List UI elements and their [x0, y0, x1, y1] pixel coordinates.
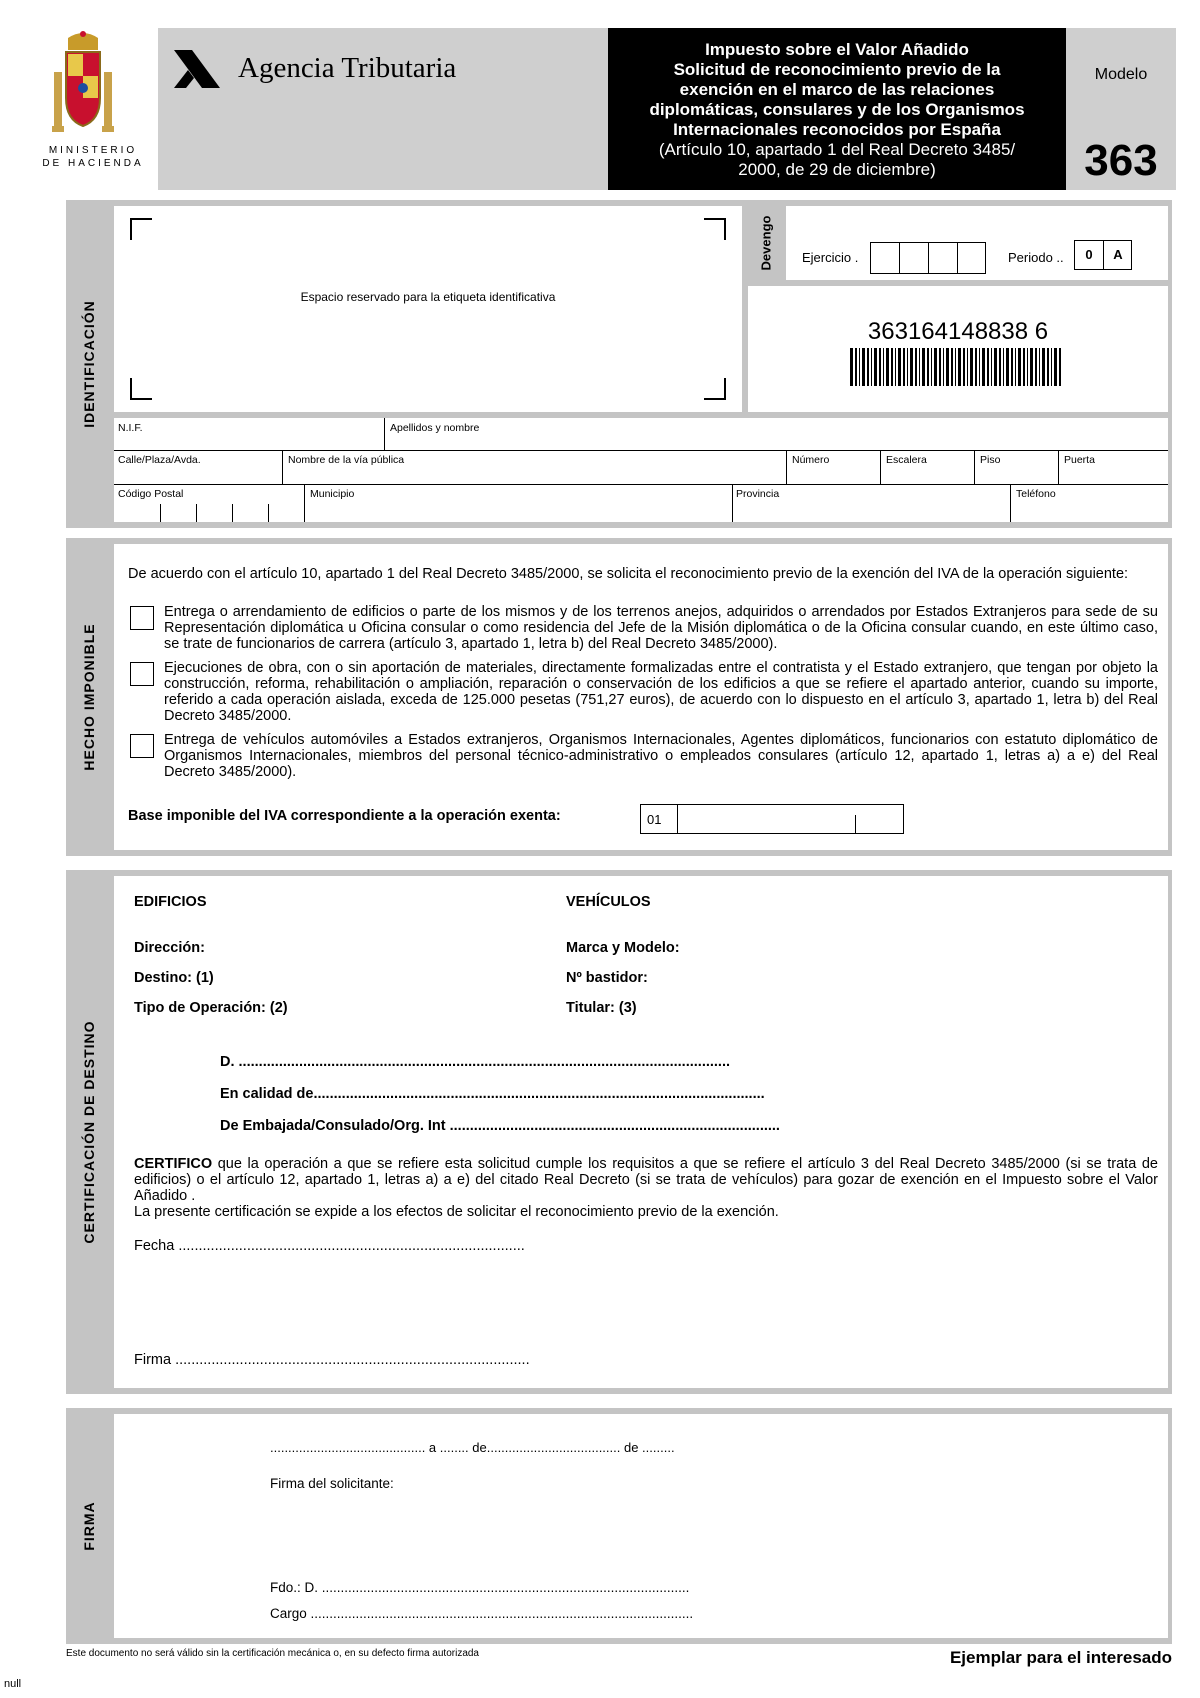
barcode-bar: [1051, 348, 1052, 386]
side-label-text: FIRMA: [81, 1501, 97, 1551]
copy-label: Ejemplar para el interesado: [949, 1648, 1172, 1667]
barcode-bar: [1027, 348, 1028, 386]
periodo-input[interactable]: [1074, 240, 1132, 270]
barcode-bar: [883, 348, 884, 386]
option-edificios-checkbox[interactable]: [130, 606, 154, 630]
barcode-panel: [748, 286, 1168, 412]
devengo-side: [748, 206, 784, 280]
puerta-field[interactable]: Puerta: [1064, 454, 1095, 466]
fecha-line[interactable]: Fecha ......................................................................................: [134, 1238, 525, 1254]
side-label-text: IDENTIFICACIÓN: [81, 300, 97, 428]
barcode-bar: [850, 348, 853, 386]
form-title-box: [608, 28, 1066, 190]
option-obras-text: Ejecuciones de obra, con o sin aportación de materiales, directamente formalizadas entre el contratista y el Estado extranjero, que tengan por objeto la construcción, reforma, rehabilitación o ampliación, reparación o conservación de los edificios a que se refiere el apartado anterior, cuando su importe, referido a cada operación aislada, exceda de 125.000 pesetas (751,27 euros), de acuerdo con lo dispuesto en el artículo 3, apartado 1, letra b) del Real Decreto 3485/2000.: [164, 660, 1158, 724]
barcode-bar: [1018, 348, 1021, 386]
label-area-text: Espacio reservado para la etiqueta identificativa: [300, 290, 556, 304]
corner-mark: [130, 378, 152, 400]
base-imponible-label: Base imponible del IVA correspondiente a la operación exenta:: [128, 808, 561, 824]
barcode-bar: [910, 348, 913, 386]
section-side-label: [66, 200, 112, 528]
ministry-line-2: DE HACIENDA: [42, 158, 144, 169]
barcode-bar: [1030, 348, 1033, 386]
municipio-field[interactable]: Municipio: [310, 488, 355, 500]
certifico-text: que la operación a que se refiere esta solicitud cumple los requisitos a que se refiere el artículo 3 del Real Decreto 3485/2000 (si se trata de edificios) o el artículo 12, apartado 1, letras a) a e) del citado Real Decreto (si se trata de vehículos) para gozar de exención en el Impuesto sobre el Valor Añadido .: [134, 1156, 1158, 1204]
option-obras-checkbox[interactable]: [130, 662, 154, 686]
numero-field[interactable]: Número: [792, 454, 830, 466]
embajada-line[interactable]: De Embajada/Consulado/Org. Int ..................................................................................: [220, 1118, 780, 1134]
barcode-bar: [1059, 348, 1061, 386]
certifico-bold: CERTIFICO: [134, 1156, 213, 1172]
ministry-name: [38, 144, 148, 170]
barcode-bar: [943, 348, 944, 386]
label-area[interactable]: [114, 206, 742, 412]
agency-banner: [158, 28, 608, 190]
barcode-bar: [1015, 348, 1016, 386]
option-edificios-text: Entrega o arrendamiento de edificios o parte de los mismos y de los terrenos anejos, adquiridos o arrendados por Estados Extranjeros para sede de su Representación diplomática u Oficina consular o como residencia del Jefe de la Misión diplomática o de la Oficina consular cuando, en este último caso, se trate de funcionarios de carrera (artículo 3, apartado 1, letra b) del Real Decreto 3485/2000).: [164, 604, 1158, 652]
barcode-bar: [879, 348, 881, 386]
barcode-bar: [915, 348, 917, 386]
barcode-bar: [979, 348, 980, 386]
barcode-bar: [939, 348, 941, 386]
destino-label: Destino: (1): [134, 970, 214, 986]
barcode-bar: [1039, 348, 1040, 386]
firma-panel: [114, 1414, 1168, 1638]
barcode-bar: [958, 348, 961, 386]
calidad-line[interactable]: En calidad de................................................................................................................: [220, 1086, 765, 1102]
modelo-label: Modelo: [1094, 66, 1148, 83]
footer-disclaimer: Este documento no será válido sin la certificación mecánica o, en su defecto firma autorizada: [66, 1648, 479, 1659]
barcode-bar: [855, 348, 857, 386]
agency-logo-icon: [172, 48, 222, 92]
agency-name: Agencia Tributaria: [238, 52, 457, 84]
barcode-bar: [871, 348, 872, 386]
d-line[interactable]: D. ..........................................................................................................................: [220, 1054, 731, 1070]
corner-mark: [704, 378, 726, 400]
taxpayer-fields: [114, 418, 1168, 522]
section-certificacion: [66, 870, 1172, 1394]
barcode-bar: [987, 348, 989, 386]
form-subtitle-line: (Artículo 10, apartado 1 del Real Decreto 3485/: [658, 140, 1016, 159]
piso-field[interactable]: Piso: [980, 454, 1001, 466]
section-side-label: [66, 538, 112, 856]
option-vehiculos-text: Entrega de vehículos automóviles a Estados extranjeros, Organismos Internacionales, Agentes diplomáticos, funcionarios con estatuto diplomático de Organismos Internacionales, miembros del personal técnico-administrativo o empleados consulares (artículo 12, apartado 1, letras a) a e) del Real Decreto 3485/2000).: [164, 732, 1158, 780]
direccion-label: Dirección:: [134, 940, 205, 956]
barcode-bar: [895, 348, 896, 386]
presente-text: La presente certificación se expide a los efectos de solicitar el reconocimiento previo de la exención.: [134, 1204, 779, 1220]
certifico-paragraph: [134, 1156, 1158, 1204]
vehiculos-title: VEHÍCULOS: [566, 894, 651, 910]
barcode-bar: [1054, 348, 1057, 386]
side-label-text: HECHO IMPONIBLE: [81, 623, 97, 771]
section-side-label: [66, 870, 112, 1394]
form-title-line: exención en el marco de las relaciones: [679, 80, 995, 99]
barcode-bar: [1003, 348, 1004, 386]
barcode-bar: [898, 348, 901, 386]
base-imponible-input[interactable]: [640, 804, 904, 834]
firma-line[interactable]: Firma ........................................................................................: [134, 1352, 530, 1368]
barcode-bar: [859, 348, 860, 386]
barcode-bar: [1023, 348, 1025, 386]
barcode-bar: [991, 348, 992, 386]
calle-field[interactable]: Calle/Plaza/Avda.: [118, 454, 201, 466]
devengo-panel: [786, 206, 1168, 280]
barcode-bar: [907, 348, 908, 386]
form-title-line: diplomáticas, consulares y de los Organismos: [649, 100, 1025, 119]
fdo-line[interactable]: Fdo.: D. ..................................................................................................: [270, 1580, 690, 1595]
modelo-number: 363: [1084, 136, 1158, 185]
section-side-label: [66, 1408, 112, 1644]
firma-solicitante-label: Firma del solicitante:: [270, 1476, 394, 1491]
escalera-field[interactable]: Escalera: [886, 454, 927, 466]
barcode-bar: [903, 348, 905, 386]
form-subtitle-line: 2000, de 29 de diciembre): [738, 160, 936, 179]
devengo-label: Devengo: [758, 215, 774, 271]
marca-modelo-label: Marca y Modelo:: [566, 940, 680, 956]
barcode-bar: [1042, 348, 1045, 386]
ejercicio-input[interactable]: [870, 242, 986, 274]
barcode-bar: [967, 348, 968, 386]
section-identificacion: [66, 200, 1172, 528]
apellidos-field[interactable]: Apellidos y nombre: [390, 422, 480, 434]
barcode-bar: [975, 348, 977, 386]
barcode-bar: [1006, 348, 1009, 386]
provincia-field[interactable]: Provincia: [736, 488, 780, 500]
modelo-box: [1066, 28, 1176, 190]
barcode-bar: [982, 348, 985, 386]
section-hecho-imponible: [66, 538, 1172, 856]
option-vehiculos-checkbox[interactable]: [130, 734, 154, 758]
edificios-title: EDIFICIOS: [134, 894, 207, 910]
nif-field[interactable]: N.I.F.: [118, 422, 143, 434]
barcode-bar: [1047, 348, 1049, 386]
barcode-bar: [919, 348, 920, 386]
barcode-bar: [934, 348, 937, 386]
barcode-number: 363164148838 6: [867, 318, 1049, 345]
side-label-text: CERTIFICACIÓN DE DESTINO: [81, 1020, 97, 1244]
spain-coat-of-arms-icon: [52, 28, 114, 138]
bastidor-label: Nº bastidor:: [566, 970, 648, 986]
barcode-bar: [1035, 348, 1037, 386]
codigo-postal-field[interactable]: Código Postal: [118, 488, 184, 500]
ejercicio-label: Ejercicio .: [802, 250, 859, 265]
barcode-bar: [951, 348, 953, 386]
periodo-value-2: A: [1113, 247, 1123, 262]
hecho-intro: De acuerdo con el artículo 10, apartado 1 del Real Decreto 3485/2000, se solicita el reconocimiento previo de la exención del IVA de la operación siguiente:: [128, 566, 1129, 582]
section-firma: [66, 1408, 1172, 1644]
barcode-icon: [850, 348, 1064, 386]
hecho-imponible-panel: [114, 544, 1168, 850]
barcode-bar: [955, 348, 956, 386]
barcode-bar: [867, 348, 869, 386]
periodo-label: Periodo ..: [1008, 250, 1064, 265]
barcode-bar: [946, 348, 949, 386]
barcode-bar: [891, 348, 893, 386]
corner-mark: [130, 218, 152, 240]
barcode-bar: [999, 348, 1001, 386]
barcode-bar: [927, 348, 929, 386]
periodo-value-1: 0: [1085, 247, 1093, 262]
barcode-bar: [874, 348, 877, 386]
firma-date-line[interactable]: ........................................... a ........ de..................................... de .........: [270, 1440, 675, 1455]
form-title-line: Impuesto sobre el Valor Añadido: [705, 40, 969, 59]
form-title-line: Solicitud de reconocimiento previo de la: [673, 60, 1001, 79]
barcode-bar: [1011, 348, 1013, 386]
corner-null-text: null: [4, 1678, 22, 1690]
base-code: 01: [647, 812, 662, 827]
titular-label: Titular: (3): [566, 1000, 637, 1016]
barcode-bar: [931, 348, 932, 386]
certificacion-panel: [114, 876, 1168, 1388]
via-publica-field[interactable]: Nombre de la vía pública: [288, 454, 405, 466]
corner-mark: [704, 218, 726, 240]
barcode-bar: [922, 348, 925, 386]
barcode-bar: [963, 348, 965, 386]
barcode-bar: [970, 348, 973, 386]
barcode-bar: [862, 348, 865, 386]
barcode-bar: [994, 348, 997, 386]
tipo-operacion-label: Tipo de Operación: (2): [134, 1000, 288, 1016]
cargo-line[interactable]: Cargo ......................................................................................................: [270, 1606, 694, 1621]
telefono-field[interactable]: Teléfono: [1016, 488, 1056, 500]
barcode-bar: [886, 348, 889, 386]
ministry-line-1: MINISTERIO: [48, 145, 138, 156]
form-title-line: Internacionales reconocidos por España: [673, 120, 1001, 139]
